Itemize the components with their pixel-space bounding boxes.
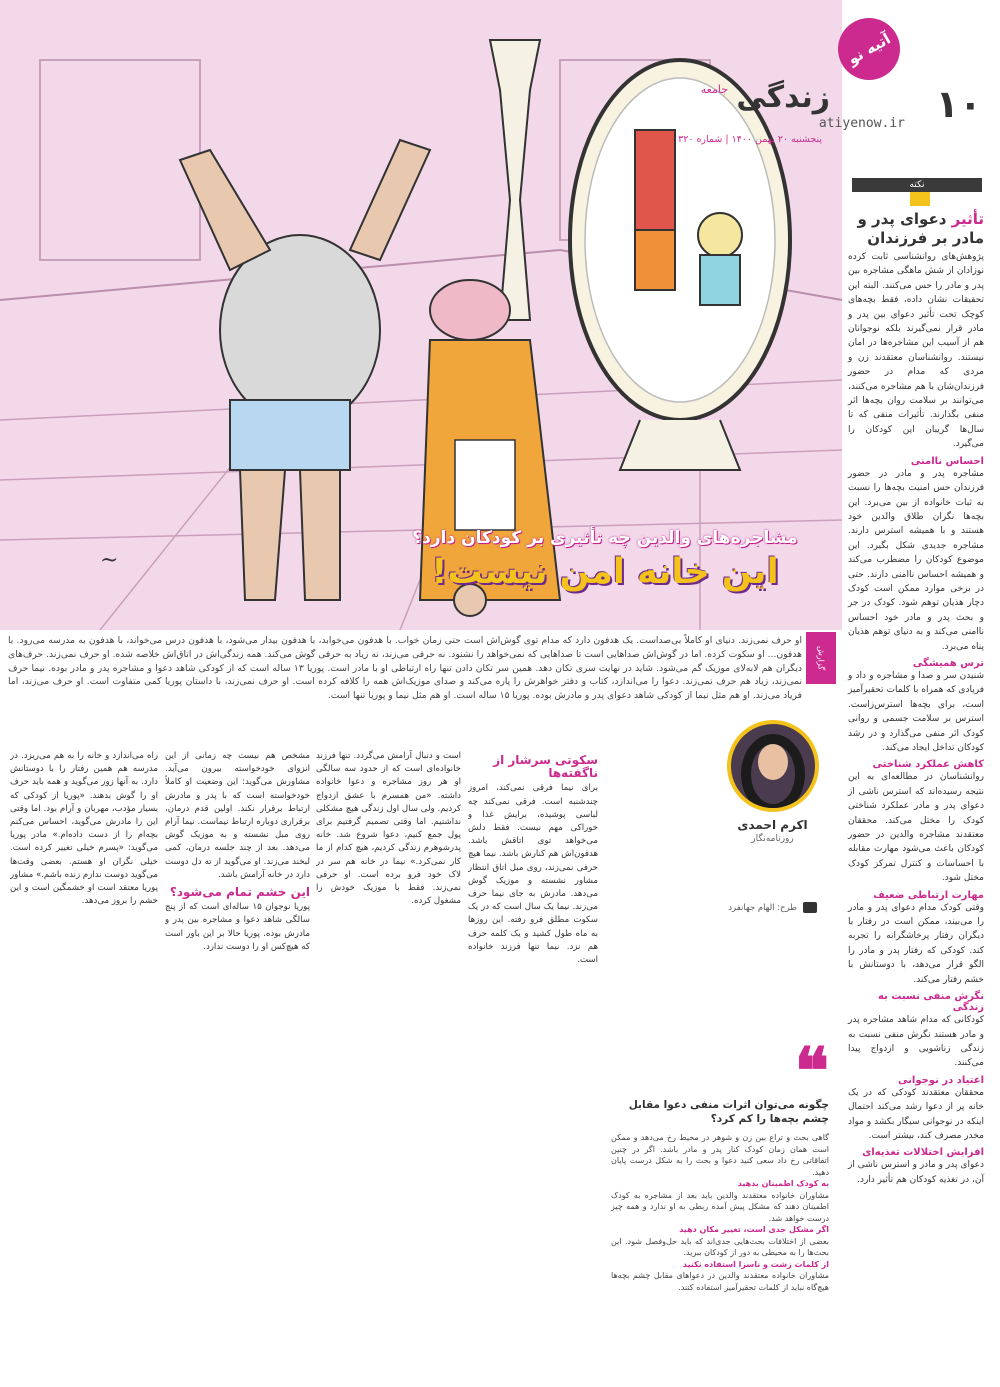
sidebar-tips	[842, 178, 990, 1368]
sidebar-section-text: محققان معتقدند کودکی که در یک خانه پر از دعوا رشد می‌کند احتمال اینکه در نوجوانی سیگار بکشد و مواد مخدر مصرف کند، بیشتر است.	[848, 1087, 984, 1141]
sidebar-title	[848, 210, 984, 248]
artist-signature: ~	[100, 548, 119, 573]
arrow-down-icon	[910, 192, 930, 206]
camera-icon	[803, 902, 817, 913]
author-role: روزنامه‌نگار	[751, 834, 794, 844]
quote-bullet-text: بعضی از اختلافات بحث‌هایی جدی‌اند که باید حل‌وفصل شود. این بحث‌ها را به محیطی به دور از کودکان ببرید.	[611, 1236, 829, 1257]
sidebar-section-text: کودکانی که مدام شاهد مشاجره پدر و مادر هستند نگرش منفی نسبت به زندگی زناشویی و ازدواج پیدا می‌کنند.	[848, 1015, 984, 1069]
quote-bullet-head: به کودک اطمینان بدهید	[737, 1179, 829, 1188]
headline: این خانه امن نیست!	[431, 552, 779, 592]
sidebar-section-head: نگرش منفی نسبت به زندگی	[877, 991, 984, 1014]
sidebar-section-head: مهارت ارتباطی ضعیف	[873, 889, 984, 901]
sidebar-section-head: احساس ناامنی	[910, 455, 984, 467]
logo-text: آتیه نو	[844, 29, 894, 69]
column-subheading: سکوتی سرشار از ناگفته‌ها	[493, 753, 598, 781]
article-column-2	[165, 750, 310, 1368]
quote-bullet-head: از کلمات زشت و ناسزا استفاده نکنید	[682, 1259, 829, 1269]
sidebar-section	[842, 1147, 990, 1187]
illustration-credit-text: طرح: الهام جهانفرد	[728, 903, 798, 913]
column-text: مشخص هم نیست چه زمانی از این انزوای خودخواسته بیرون می‌آید. مشاورش می‌گوید: این وضعیت او کاملاً خودخواسته است که با پدر و مادرش ارتباط برقرار نکند. اولین قدم درمان، برقراری دوباره ارتباط نیماست. نیما آرام روی مبل نشسته و به موزیک گوش می‌دهد. بعد از چند جلسه درمان، کمی لبخند می‌زند. او می‌گوید از ته دل دوست دارد در خانه آرامش باشد.	[165, 751, 310, 880]
author-box	[720, 720, 825, 920]
quote-title: چگونه می‌توان اثرات منفی دعوا مقابل چشم بچه‌ها را کم کرد؟	[628, 1099, 829, 1125]
sidebar-title-rest: دعوای پدر و مادر بر فرزندان	[857, 210, 984, 247]
sidebar-section-head: افزایش اختلالات تغذیه‌ای	[862, 1147, 984, 1159]
tips-quote-box	[605, 1040, 835, 1370]
article-column-4	[468, 750, 598, 1098]
sidebar-title-accent: تأثیر	[951, 210, 984, 228]
sidebar-section-text: روانشناسان در مطالعه‌ای به این نتیجه رسیده‌اند که استرس ناشی از دعوای پدر و مادر عملکرد شناختی کودک را مختل می‌کند. محققان معتقدند مشاجره والدین در حضور کودکان باعث می‌شود مهارت مقابله با احساسات و کنترل تمرکز کودک مختل شود.	[848, 772, 984, 884]
sidebar-tab-label: نکته	[852, 178, 982, 192]
sidebar-section-text: شنیدن سر و صدا و مشاجره و داد و فریادی که همراه با کلمات تحقیرآمیز است، برای بچه‌ها استرس‌زاست. استرس بر سلامت جسمی و روانی کودک اثر منفی می‌گذارد و در رشد کودکان تداخل ایجاد می‌کند.	[848, 670, 984, 753]
sidebar-section	[842, 991, 990, 1071]
sidebar-section-text: مشاجره پدر و مادر در حضور فرزندان حس امنیت بچه‌ها را نسبت به ثبات خانواده از بین می‌برد. این بچه‌ها نگران طلاق والدین خود هستند و با همیشه استرس دارند. مشاجره جدیدی شکل بگیرد. این موضوع کودکان را مضطرب می‌کند و همیشه احساس ناامنی دارند. حتی در برخی موارد ممکن است کودک دچار هذیان توهم شود. کودک در جر و بحث پدر و مادر خود احساس ناامنی می‌کند و به دنیای توهم هذیان پناه می‌برد.	[848, 468, 984, 652]
page-number: ۱۰	[935, 82, 982, 126]
issue-date-line: پنجشنبه ۲۰ بهمن ۱۴۰۰ | شماره ۳۲۰	[678, 134, 822, 145]
article-intro: او حرف نمی‌زند. دنیای او کاملاً بی‌صداست. یک هدفون دارد که مدام توی گوش‌اش است حتی زمان خواب. با هدفون می‌خوابد، با هدفون بیدار می‌شود، با هدفون درس می‌خواند، با هدفون به مدرسه می‌رود. با هدفون... او سکوت کرده. اما در گوش‌اش صداهایی است تا صداهایی که نمی‌خواهد را نشنود. نه حرفی می‌زند، نه زیاد به حرفی گوش می‌کند. همه زندگی‌اش در اتاق‌اش خلاصه شده. او حرف نمی‌زند. حرف‌های دیگران هم لابه‌لای موزیک گم می‌شود. شاید در نهایت سری تکان دهد. همین سر تکان دادن تنها راه ارتباطی او با مادر است. پوریا ۱۳ ساله است که از کودکی شاهد دعوا و مشاجره پدر و مادر بوده. نیما حرف نمی‌زند، زیاد هم حرف نمی‌زند. دعوا را می‌اندازد، کتاب و دفتر خواهرش را پاره می‌کند و صدای موزیک‌اش همه را کلافه کرده است. او حرف نمی‌زند، با داستان پوریا کمی متفاوت است. او حرف می‌زند، اما فریاد می‌زند. او هم مثل نیما از کودکی شاهد دعوای پدر و مادرش بوده. پوریا ۱۵ ساله است. او هم مثل نیما و پوریا تنها است.	[8, 635, 802, 702]
masthead	[678, 0, 1000, 160]
article-column-1	[10, 750, 158, 1368]
sidebar-section	[842, 658, 990, 755]
illustration-credit	[720, 902, 825, 913]
column-text: است و دنبال آرامش می‌گردد. تنها فرزند خانواده‌ای است که از حدود سه سالگی او هر روز مشاجره و دعوا خانواده داشته. «من همسرم با عشق ازدواج کردیم. ولی سال اول زندگی هیچ مشکلی نداشتیم. اما وقتی تصمیم گرفتیم برای پول جمع کنیم، دعوا شروع شد. خانه پدرشوهرم زندگی کردیم، هیچ کدام از ما کار نمی‌کرد.» نیما در خانه هم سر در لاک خود فرو برده است. او حرفی نمی‌زند. فقط با موزیک خودش را مشغول کرده.	[316, 751, 461, 907]
column-text: برای نیما فرقی نمی‌کند، امروز چندشنبه است. فرقی نمی‌کند چه لباسی پوشیده، برایش غذا و خوراکی مهم نیست. فقط دلش می‌خواهد توی اتاقش باشد. هدفون‌اش هم کنارش باشد. نیما هیچ حرفی نمی‌زند، روی مبل اتاق انتظار مشاور نشسته و موزیک گوش می‌دهد. مادرش به جای نیما حرف می‌زند. نیما یک سال است که در یک سکوت مطلق فرو رفته. این روزها به ماه طول کشید و یک کلمه حرف هم نزد. نیما تنها فرزند خانواده است.	[468, 783, 598, 966]
sidebar-section	[842, 456, 990, 654]
logo	[838, 18, 900, 80]
quote-body	[611, 1132, 829, 1293]
column-text: راه می‌اندازد و خانه را به هم می‌ریزد. در مدرسه هم همین رفتار را با دوستانش دارد. به آنها زور می‌گوید و همه باید حرف او را گوش بدهند. «پوریا از کودکی که بسیار مؤدب، مهربان و آرام بود. اما وقتی این را مادرش می‌گوید، احساس می‌کنم بچه‌ام را از دست داده‌ام.» مادر پوریا می‌گوید: «پسرم خیلی تغییر کرده است. خیلی نگران او هستم. بعضی وقت‌ها می‌گوید دوست ندارم زنده باشم.» مشاور پوریا معتقد است او خشمگین است و این خشم را بروز می‌دهد.	[10, 751, 158, 907]
sidebar-section-head: ترس همیشگی	[912, 657, 984, 669]
sidebar-section	[842, 890, 990, 987]
sidebar-intro: پژوهش‌های روانشناسی ثابت کرده نوزادان از شش ماهگی مشاجره بین پدر و مادر را حس می‌کنند. البته این تحقیقات نشان داده، فقط بچه‌های کوچک تحت تأثیر دعوای بین پدر و مادر قرار نمی‌گیرند بلکه نوجوانان هم از آسیب این مشاجره‌ها در امان نیستند. روانشناسان معتقدند زن و مردی که مدام در حضور فرزندان‌شان با هم مشاجره می‌کنند، می‌توانند بر سلامت روان بچه‌ها اثر منفی بگذارند. تأثیرات منفی که تا سال‌ها گریبان این کودکان را می‌گیرد.	[848, 252, 984, 450]
article-column-3	[316, 750, 461, 1368]
sidebar-section-head: کاهش عملکرد شناختی	[872, 759, 984, 771]
section-subtitle: جامعه	[700, 83, 728, 96]
author-name: اکرم احمدی	[737, 818, 808, 832]
quote-bullet-text: مشاوران خانواده معتقدند والدین در دعواهای مقابل چشم بچه‌ها هیچ‌گاه نباید از کلمات تحقیرآمیز استفاده کنند.	[611, 1271, 829, 1292]
sidebar-section-text: دعوای پدر و مادر و استرس ناشی از آن، در تغذیه کودکان هم تأثیر دارد.	[848, 1160, 984, 1185]
author-avatar	[727, 720, 819, 812]
report-badge: گزارش	[806, 632, 836, 684]
sidebar-section	[842, 759, 990, 885]
subheadline: مشاجره‌های والدین چه تأثیری بر کودکان دارد؟	[412, 528, 798, 548]
quote-bullet-text: مشاوران خانواده معتقدند والدین باید بعد از مشاجره به کودک اطمینان دهند که مشکل پیش آمده ربطی به او ندارد و همه چیز درست خواهد شد.	[611, 1190, 829, 1223]
sidebar-section-text: وقتی کودک مدام دعوای پدر و مادر را می‌بیند، ممکن است در رفتار با دیگران رفتار پرخاشگرانه را تجربه کند. کودکی که رفتار پدر و مادر را الگو قرار می‌دهد، با دوستانش با خشم رفتار می‌کند.	[848, 902, 984, 985]
quote-bullet-head: اگر مشکل جدی است، تغییر مکان دهید	[679, 1225, 829, 1234]
headline-block	[380, 528, 830, 592]
sidebar-section-head: اعتیاد در نوجوانی	[898, 1074, 984, 1086]
quote-intro: گاهی بحث و تراع بین زن و شوهر در محیط رخ می‌دهد و ممکن است همان زمان کودک کنار پدر و مادر باشد. اگر در چنین اتفاقاتی رخ داد سعی کنید دعوا و بحث را به شکل درست پایان دهید.	[611, 1133, 829, 1177]
site-url[interactable]: atiyenow.ir	[818, 116, 905, 131]
section-title: زندگی	[736, 80, 830, 115]
sidebar-section	[842, 1075, 990, 1144]
column-subheading: این خشم تمام می‌شود؟	[169, 885, 310, 900]
quote-mark-icon: ❝	[794, 1040, 829, 1109]
column-text: پوریا نوجوان ۱۵ ساله‌ای است که از پنج سالگی شاهد دعوا و مشاجره بین پدر و مادرش بوده. پوریا حالا بر این باور است که هیچ‌کس او را دوست ندارد.	[165, 902, 310, 952]
